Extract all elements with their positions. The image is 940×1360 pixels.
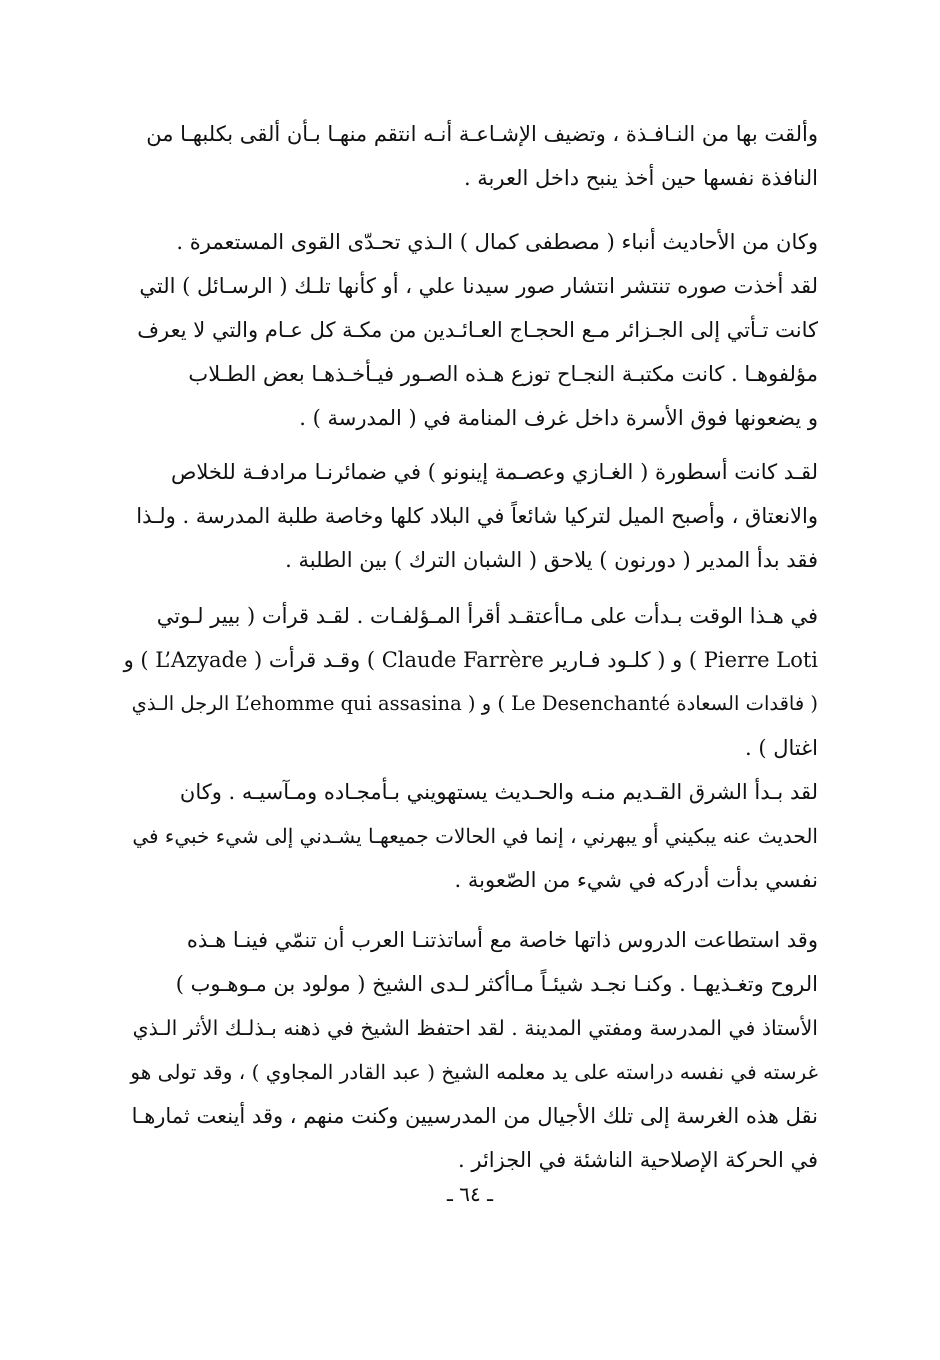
text-line: الحديث عنه يبكيني أو يبهرني ، إنما في الحالات جميعهـا يشـدني إلى شيء خبيء في bbox=[132, 824, 818, 848]
page-number: ـ ٦٤ ـ bbox=[447, 1182, 493, 1206]
text-line: كانت تـأتي إلى الجـزائر مـع الحجـاج العـائـدين من مكـة كل عـام والتي لا يعرف bbox=[137, 318, 818, 342]
text-line: وألقت بها من النـافـذة ، وتضيف الإشـاعـة أنـه انتقم منهـا بـأن ألقى بكلبهـا من bbox=[146, 122, 818, 146]
text-line: غرسته في نفسه دراسته على يد معلمه الشيخ ( عبد القادر المجاوي ) ، وقد تولى هو bbox=[130, 1060, 818, 1084]
text-line: ( فاقدات السعادة Le Desenchanté ) و ( L’ehomme qui assasina الرجل الـذي bbox=[131, 692, 818, 715]
text-line: النافذة نفسها حين أخذ ينبح داخل العربة . bbox=[463, 166, 818, 190]
text-line: فقد بدأ المدير ( دورنون ) يلاحق ( الشبان الترك ) بين الطلبة . bbox=[285, 548, 818, 572]
text-line: والانعتاق ، وأصبح الميل لتركيا شائعاً في البلاد كلها وخاصة طلبة المدرسة . ولـذا bbox=[136, 504, 818, 528]
text-line: نقل هذه الغرسة إلى تلك الأجيال من المدرسيين وكنت منهم ، وقد أينعت ثمارهـا bbox=[131, 1104, 818, 1128]
text-line: مؤلفوهـا . كانت مكتبـة النجـاح توزع هـذه الصـور فيـأخـذهـا بعض الطـلاب bbox=[188, 362, 818, 386]
text-line: لقـد كانت أسطورة ( الغـازي وعصـمة إينونو ) في ضمائرنـا مرادفـة للخلاص bbox=[170, 460, 818, 484]
text-line: في هـذا الوقت بـدأت على مـاأعتقـد أقرأ المـؤلفـات . لقـد قرأت ( بيير لـوتي bbox=[156, 604, 818, 628]
text-line: Pierre Loti ) و ( كلـود فـارير Claude Farrère ) وقـد قرأت ( L’Azyade ) و bbox=[123, 648, 818, 672]
text-line: اغتال ) . bbox=[744, 736, 818, 760]
text-line: و يضعونها فوق الأسرة داخل غرف المنامة في ( المدرسة ) . bbox=[299, 406, 818, 430]
paragraph-2 bbox=[118, 220, 818, 440]
text-line: وقد استطاعت الدروس ذاتها خاصة مع أساتذتنـا العرب أن تنمّي فينـا هـذه bbox=[186, 928, 818, 952]
paragraph-1 bbox=[118, 112, 818, 200]
text-line: نفسي بدأت أدركه في شيء من الصّعوبة . bbox=[454, 868, 818, 892]
paragraph-3 bbox=[118, 450, 818, 582]
paragraph-6 bbox=[118, 918, 818, 1182]
text-line: وكان من الأحاديث أنباء ( مصطفى كمال ) الـذي تحـدّى القوى المستعمرة . bbox=[176, 230, 818, 254]
text-line: الأستاذ في المدرسة ومفتي المدينة . لقد احتفظ الشيخ في ذهنه بـذلـك الأثر الـذي bbox=[132, 1016, 818, 1040]
paragraph-4 bbox=[118, 594, 818, 770]
text-line: لقد أخذت صوره تنتشر انتشار صور سيدنا علي ، أو كأنها تلـك ( الرسـائل ) التي bbox=[139, 274, 818, 298]
text-line: في الحركة الإصلاحية الناشئة في الجزائر . bbox=[458, 1148, 818, 1172]
text-line: الروح وتغـذيهـا . وكنـا نجـد شيئـاً مـاأكثر لـدى الشيخ ( مولود بن مـوهـوب ) bbox=[175, 972, 818, 996]
paragraph-5 bbox=[118, 770, 818, 902]
text-line: لقد بـدأ الشرق القـديم منـه والحـديث يستهويني بـأمجـاده ومـآسيـه . وكان bbox=[179, 780, 818, 804]
